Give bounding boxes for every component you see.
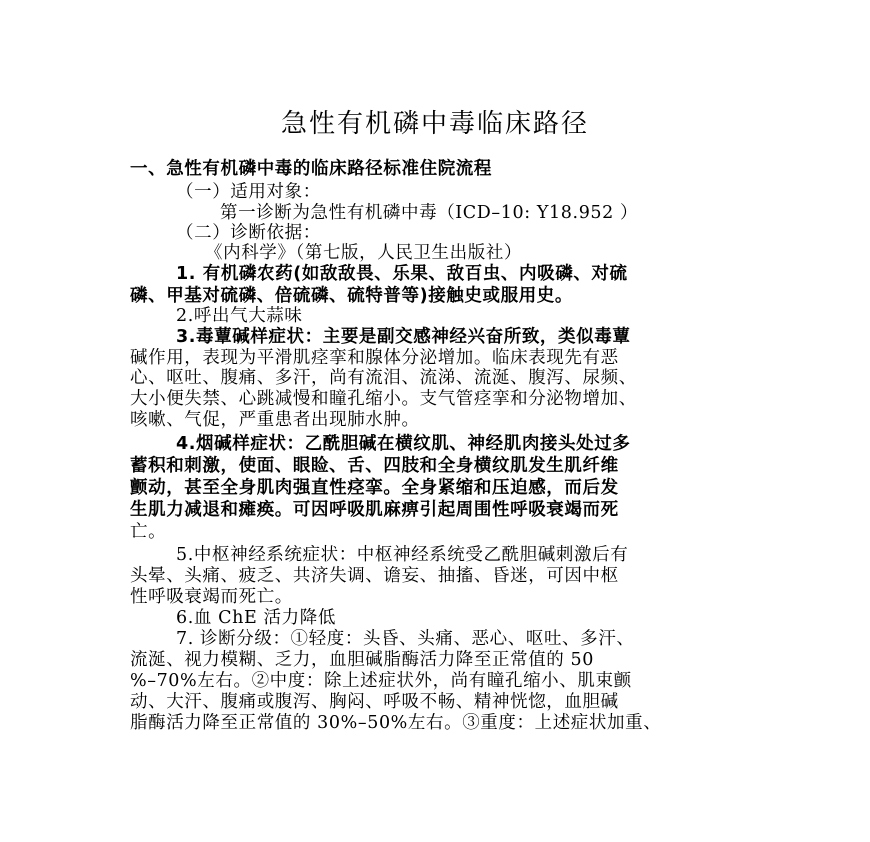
paragraph-line: 生肌力减退和瘫痪。可因呼吸肌麻痹引起周围性呼吸衰竭而死 [130,500,619,520]
paragraph-line: 性呼吸衰竭而死亡。 [130,587,293,607]
paragraph-line: 5.中枢神经系统症状：中枢神经系统受乙酰胆碱刺激后有 [176,545,629,565]
paragraph-line: 咳嗽、气促，严重患者出现肺水肿。 [130,410,420,430]
paragraph-line: 2.呼出气大蒜味 [176,306,303,326]
paragraph-line: 蓄积和刺激，使面、眼睑、舌、四肢和全身横纹肌发生肌纤维 [130,456,619,476]
paragraph-line: 脂酶活力降至正常值的 30%–50%左右。③重度：上述症状加重、 [130,713,662,733]
paragraph-line: 3.毒蕈碱样症状：主要是副交感神经兴奋所致，类似毒蕈 [176,327,631,347]
paragraph-line: 大小便失禁、心跳减慢和瞳孔缩小。支气管痉挛和分泌物增加、 [130,389,637,409]
paragraph-line: 心、呕吐、腹痛、多汗，尚有流泪、流涕、流涎、腹泻、尿频、 [130,368,637,388]
paragraph-line: 亡。 [130,522,167,542]
paragraph-line: 4.烟碱样症状：乙酰胆碱在横纹肌、神经肌肉接头处过多 [176,434,631,454]
paragraph-line: 7. 诊断分级：①轻度：头昏、头痛、恶心、呕吐、多汗、 [176,629,635,649]
paragraph-line: 碱作用，表现为平滑肌痉挛和腺体分泌增加。临床表现先有恶 [130,348,619,368]
document-title: 急性有机磷中毒临床路径 [280,109,589,139]
subsection-heading: （二）诊断依据： [176,223,321,243]
paragraph-line: 头晕、头痛、疲乏、共济失调、谵妄、抽搐、昏迷，可因中枢 [130,566,619,586]
subsection-heading: （一）适用对象： [176,182,321,202]
section-heading: 一、急性有机磷中毒的临床路径标准住院流程 [130,159,492,179]
paragraph-line: 《内科学》（第七版，人民卫生出版社） [205,243,523,263]
paragraph-line: 6.血 ChE 活力降低 [176,608,336,628]
paragraph-line: 颤动，甚至全身肌肉强直性痉挛。全身紧缩和压迫感，而后发 [130,478,619,498]
paragraph-line: 1. 有机磷农药(如敌敌畏、乐果、敌百虫、内吸磷、对硫 [176,264,628,284]
paragraph-line: 流涎、视力模糊、乏力，血胆碱脂酶活力降至正常值的 50 [130,650,595,670]
paragraph-line: %–70%左右。②中度：除上述症状外，尚有瞳孔缩小、肌束颤 [130,671,632,691]
paragraph-line: 磷、甲基对硫磷、倍硫磷、硫特普等)接触史或服用史。 [130,286,573,306]
paragraph-line: 第一诊断为急性有机磷中毒（ICD–10: Y18.952 ） [220,203,639,223]
paragraph-line: 动、大汗、腹痛或腹泻、胸闷、呼吸不畅、精神恍惚，血胆碱 [130,692,619,712]
